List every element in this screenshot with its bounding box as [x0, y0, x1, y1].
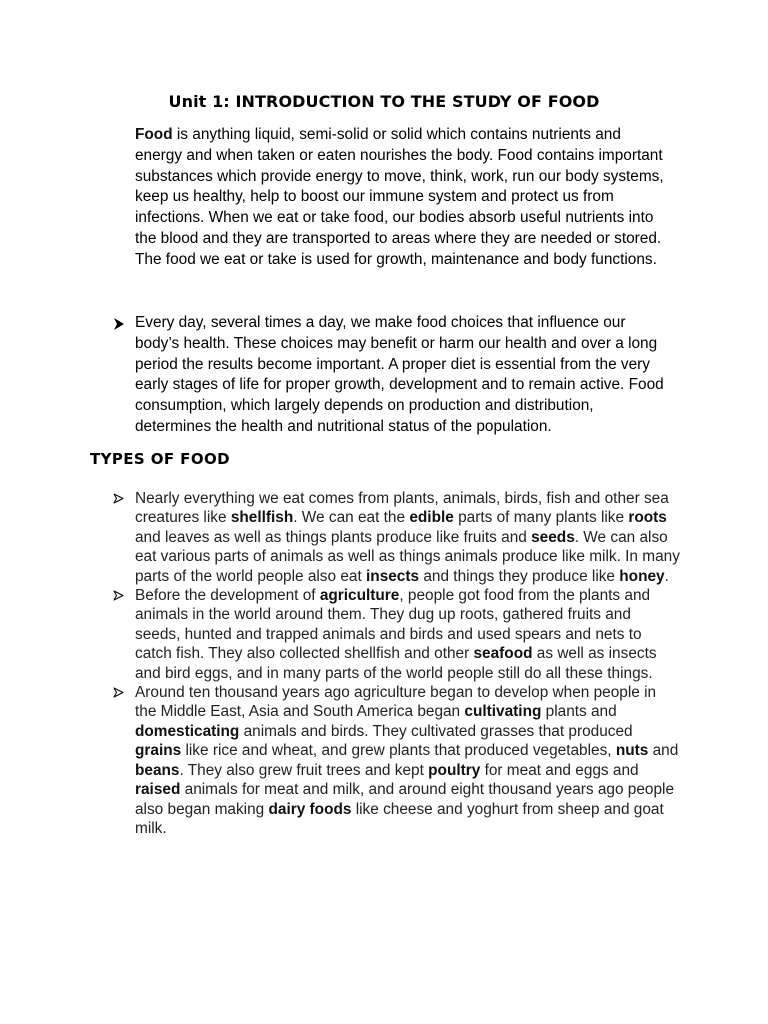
bold-term: dairy foods [268, 800, 352, 818]
bold-term: cultivating [464, 703, 542, 721]
text-run: as well as insects and bird eggs, and in many parts of the world people still do all these things. [135, 645, 657, 682]
arrowhead-bullet-icon [113, 493, 124, 504]
list-item [135, 489, 680, 586]
section-heading-types-of-food: TYPES OF FOOD [90, 450, 230, 468]
bold-term: edible [409, 509, 454, 527]
text-run: . We can also eat various parts of animals as well as things animals produce like milk. In many parts of the world people also eat [135, 528, 680, 585]
food-choices-paragraph: Every day, several times a day, we make food choices that influence our body’s health. These choices may benefit or harm our health and over a long period the results become important. A proper diet is essential from the very early stages of life for proper growth, development and to remain active. Food consumption, which largely depends on production and distribution, determines the health and nutritional status of the population. [135, 314, 664, 435]
bold-term: roots [628, 509, 667, 527]
text-run: and [648, 742, 679, 760]
intro-paragraph [135, 125, 667, 271]
types-of-food-list [135, 489, 680, 838]
bold-term: nuts [615, 742, 649, 760]
bold-term: grains [135, 742, 182, 760]
text-run: Nearly everything we eat comes from plants, animals, birds, fish and other sea creatures like [135, 490, 669, 527]
text-run: like cheese and yoghurt from sheep and goat milk. [135, 800, 664, 837]
list-item [135, 586, 680, 683]
text-run: for meat and eggs and [480, 761, 639, 779]
text-run: . We can eat the [293, 509, 410, 527]
bold-term: seafood [473, 645, 533, 663]
arrowhead-bullet-icon [113, 687, 124, 698]
text-run: parts of many plants like [453, 509, 629, 527]
text-run: and leaves as well as things plants produce like fruits and [135, 528, 532, 546]
bold-term: beans [135, 761, 180, 779]
arrow-bullet-icon [112, 316, 126, 332]
text-run: animals and birds. They cultivated grasses that produced [239, 722, 633, 740]
bold-term: seeds [531, 528, 575, 546]
bold-term: poultry [428, 761, 481, 779]
bold-term: shellfish [230, 509, 294, 527]
list-item [135, 683, 680, 838]
arrowhead-bullet-icon [113, 590, 124, 601]
page-title: Unit 1: INTRODUCTION TO THE STUDY OF FOOD [168, 92, 600, 111]
text-run: like rice and wheat, and grew plants that produced vegetables, [181, 742, 616, 760]
bold-term: honey [619, 567, 665, 585]
text-run: . [664, 567, 669, 585]
bold-term: raised [135, 781, 181, 799]
text-run: , people got food from the plants and animals in the world around them. They dug up roots, gathered fruits and seeds, hunted and trapped animals and birds and used spears and nets to catch fish. They also collected shellfish and other [135, 587, 651, 663]
bold-term: agriculture [319, 587, 400, 605]
text-run: plants and [541, 703, 617, 721]
bold-term: insects [366, 567, 420, 585]
intro-lead-term: Food [135, 126, 173, 143]
text-run: animals for meat and milk, and around eight thousand years ago people also began making [135, 781, 675, 818]
text-run: Around ten thousand years ago agriculture began to develop when people in the Middle East, Asia and South America began [135, 684, 657, 721]
text-run: and things they produce like [419, 567, 620, 585]
bold-term: domesticating [135, 722, 240, 740]
intro-text: is anything liquid, semi-solid or solid which contains nutrients and energy and when taken or eaten nourishes the body. Food contains important substances which provide energy to move, think, work, run our body systems, keep us healthy, help to boost our immune system and protect us from infections. When we eat or take food, our bodies absorb useful nutrients into the blood and they are transported to areas where they are needed or stored. The food we eat or take is used for growth, maintenance and body functions. [135, 126, 664, 268]
text-run: . They also grew fruit trees and kept [179, 761, 429, 779]
text-run: Before the development of [135, 587, 320, 605]
